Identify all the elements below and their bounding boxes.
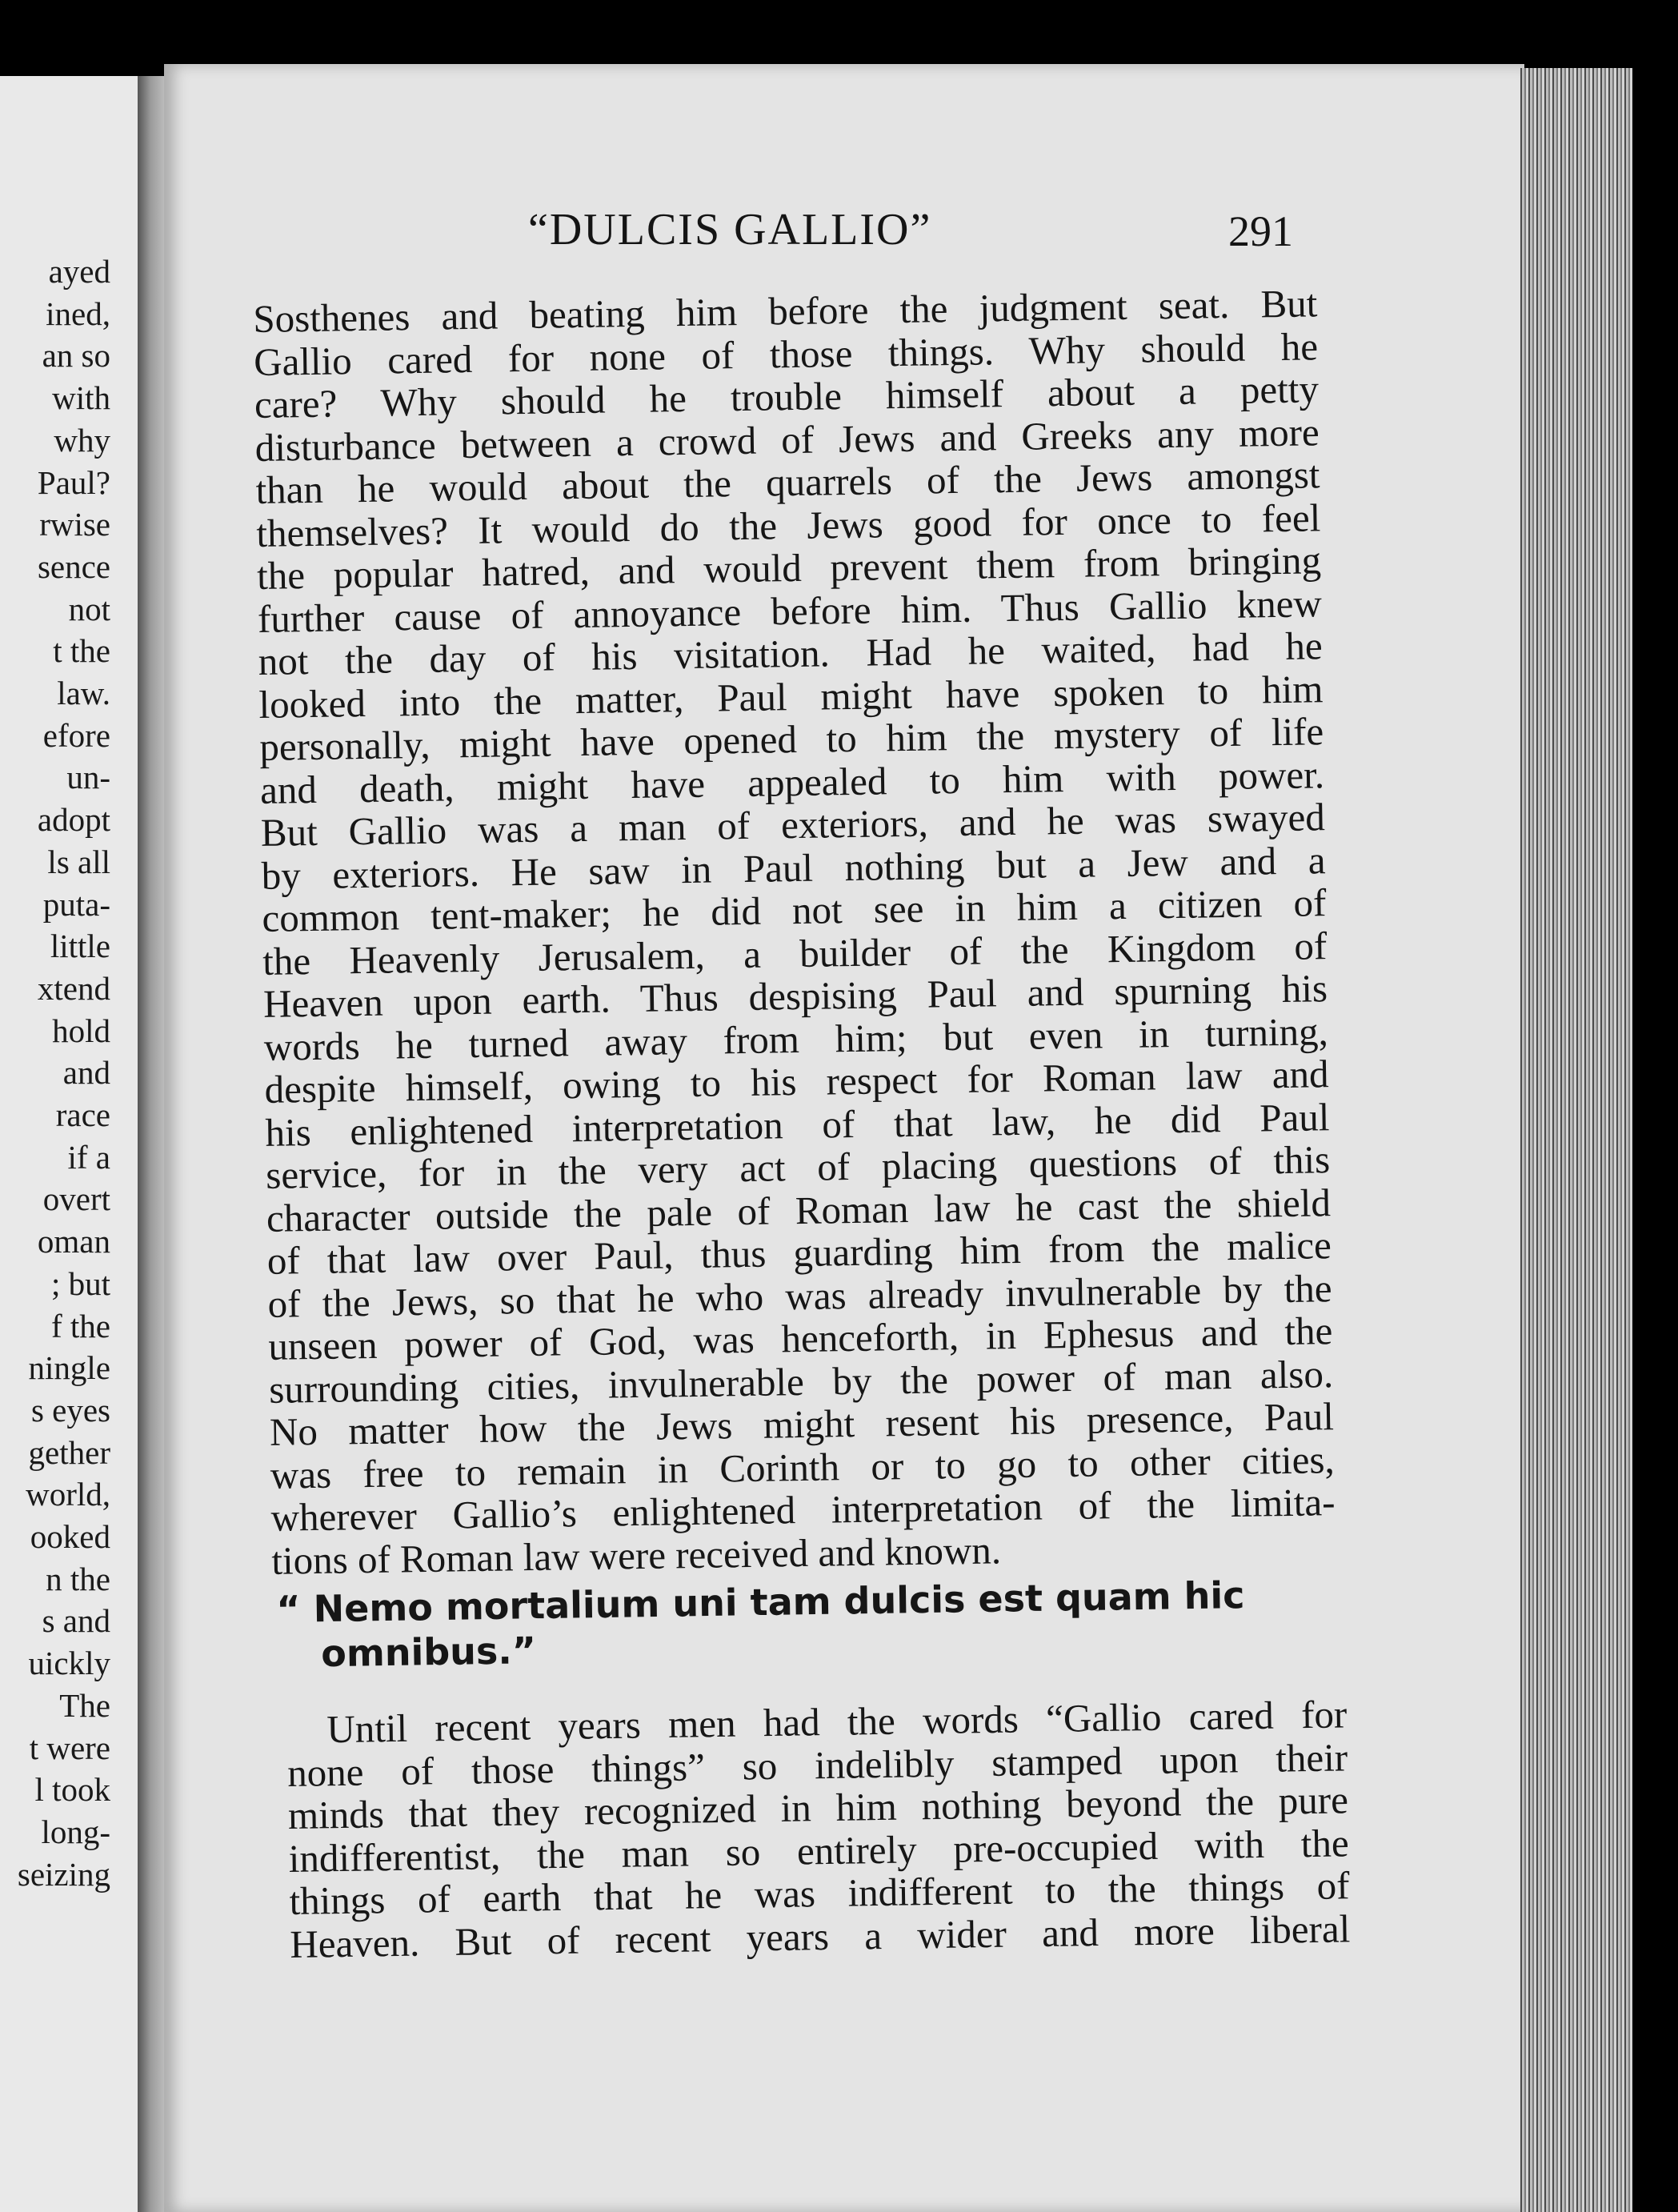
- text-line: wherever Gallio’s enlightened interpretation of the limita-: [270, 1480, 1336, 1540]
- previous-page-line: seizing: [17, 1855, 110, 1893]
- previous-page-line: s eyes: [30, 1391, 110, 1429]
- previous-page-line: The: [59, 1686, 110, 1724]
- text-line: But Gallio was a man of exteriors, and he was swayed: [260, 795, 1326, 855]
- previous-page-line: n the: [46, 1560, 110, 1597]
- text-line: indifferentist, the man so entirely pre-occupied with the: [288, 1820, 1350, 1881]
- section-heading-line-1: “ Nemo mortalium uni tam dulcis est quam hic: [276, 1573, 1245, 1631]
- text-line: and death, might have appealed to him with power.: [259, 751, 1325, 812]
- text-line: than he would about the quarrels of the Jews amongst: [255, 452, 1320, 512]
- text-line: common tent-maker; he did not see in him a citizen of: [262, 880, 1327, 940]
- previous-page: [0, 76, 142, 2212]
- running-title: “DULCIS GALLIO”: [528, 205, 932, 254]
- text-line: unseen power of God, was henceforth, in Ephesus and the: [268, 1308, 1333, 1368]
- text-line: the Heavenly Jerusalem, a builder of the Kingdom of: [262, 923, 1328, 984]
- previous-page-line: ooked: [30, 1518, 110, 1555]
- previous-page-line: un-: [66, 759, 110, 796]
- text-line: No matter how the Jews might resent his presence, Paul: [269, 1394, 1335, 1454]
- paragraph-1: [253, 282, 1336, 1582]
- text-line: care? Why should he trouble himself about a petty: [254, 367, 1320, 427]
- background-edge: [1632, 68, 1678, 2212]
- text-line: things of earth that he was indifferent to the things of: [289, 1863, 1350, 1923]
- previous-page-line: xtend: [37, 969, 110, 1007]
- text-line: none of those things” so indelibly stamped upon their: [286, 1734, 1348, 1795]
- previous-page-line: s and: [42, 1602, 110, 1640]
- text-line: service, for in the very act of placing questions of this: [265, 1137, 1331, 1197]
- page-number: 291: [1228, 207, 1293, 255]
- previous-page-line: t were: [29, 1729, 110, 1766]
- text-line: character outside the pale of Roman law he cast the shield: [266, 1180, 1332, 1240]
- text-line: of that law over Paul, thus guarding him from the malice: [266, 1223, 1332, 1283]
- text-line: minds that they recognized in him nothing beyond the pure: [287, 1777, 1349, 1837]
- previous-page-line: law.: [57, 675, 110, 711]
- previous-page-line: sence: [37, 547, 110, 585]
- previous-page-line: ; but: [50, 1264, 110, 1302]
- previous-page-line: and: [62, 1054, 110, 1092]
- previous-page-line: f the: [51, 1307, 110, 1344]
- text-line: further cause of annoyance before him. Thus Gallio knew: [257, 580, 1323, 641]
- text-line: Sosthenes and beating him before the judgment seat. But: [252, 281, 1318, 341]
- text-line: surrounding cities, invulnerable by the power of man also.: [268, 1351, 1334, 1412]
- previous-page-line: ined,: [46, 295, 110, 332]
- previous-page-line: overt: [42, 1180, 110, 1218]
- previous-page-line: t the: [53, 632, 110, 670]
- text-line: personally, might have opened to him the mystery of life: [258, 709, 1324, 769]
- text-line: despite himself, owing to his respect for Roman law and: [264, 1052, 1329, 1112]
- text-line: words he turned away from him; but even in turning,: [263, 1008, 1329, 1069]
- text-line: the popular hatred, and would prevent them from bringing: [256, 538, 1322, 598]
- text-line: looked into the matter, Paul might have spoken to him: [258, 666, 1324, 727]
- previous-page-line: uickly: [28, 1645, 110, 1682]
- previous-page-line: ningle: [28, 1349, 110, 1387]
- previous-page-line: if a: [67, 1138, 110, 1176]
- text-line: Heaven upon earth. Thus despising Paul and spurning his: [262, 966, 1328, 1026]
- previous-page-line: world,: [26, 1476, 110, 1513]
- paragraph-2: [286, 1693, 1351, 1966]
- previous-page-line: l took: [34, 1771, 110, 1809]
- text-line: was free to remain in Corinth or to go to other cities,: [270, 1437, 1336, 1497]
- text-line: themselves? It would do the Jews good for once to feel: [255, 495, 1321, 555]
- section-heading: [276, 1571, 1342, 1677]
- previous-page-line: an so: [42, 337, 110, 375]
- previous-page-line: rwise: [39, 506, 110, 543]
- text-line: Heaven. But of recent years a wider and more liberal: [289, 1905, 1351, 1966]
- previous-page-line: why: [54, 421, 110, 459]
- previous-page-line: hold: [52, 1012, 110, 1049]
- previous-page-line: puta-: [42, 885, 110, 923]
- previous-page-line: Paul?: [37, 463, 110, 501]
- text-line: Until recent years men had the words “Gallio cared for: [326, 1692, 1348, 1752]
- page-edges: [1520, 68, 1632, 2212]
- previous-page-line: efore: [42, 716, 110, 754]
- previous-page-line: not: [68, 590, 110, 627]
- text-line: disturbance between a crowd of Jews and Greeks any more: [254, 409, 1320, 470]
- previous-page-line: adopt: [37, 801, 110, 839]
- previous-page-line: long-: [41, 1813, 110, 1850]
- section-heading-line-2: omnibus.”: [320, 1629, 537, 1676]
- text-line: his enlightened interpretation of that law, he did Paul: [265, 1094, 1330, 1155]
- text-line: of the Jews, so that he who was already invulnerable by the: [267, 1265, 1332, 1326]
- previous-page-line: ayed: [48, 253, 110, 290]
- previous-page-line: ls all: [47, 843, 110, 880]
- previous-page-line: little: [50, 928, 110, 965]
- previous-page-line: gether: [28, 1433, 110, 1471]
- previous-page-line: oman: [37, 1223, 110, 1260]
- previous-page-line: race: [55, 1096, 110, 1133]
- text-line: by exteriors. He saw in Paul nothing but a Jew and a: [261, 837, 1326, 898]
- text-line: tions of Roman law were received and known.: [271, 1527, 1002, 1583]
- text-line: Gallio cared for none of those things. Why should he: [253, 323, 1319, 384]
- previous-page-line: with: [52, 379, 110, 417]
- text-line: not the day of his visitation. Had he waited, had he: [258, 623, 1324, 683]
